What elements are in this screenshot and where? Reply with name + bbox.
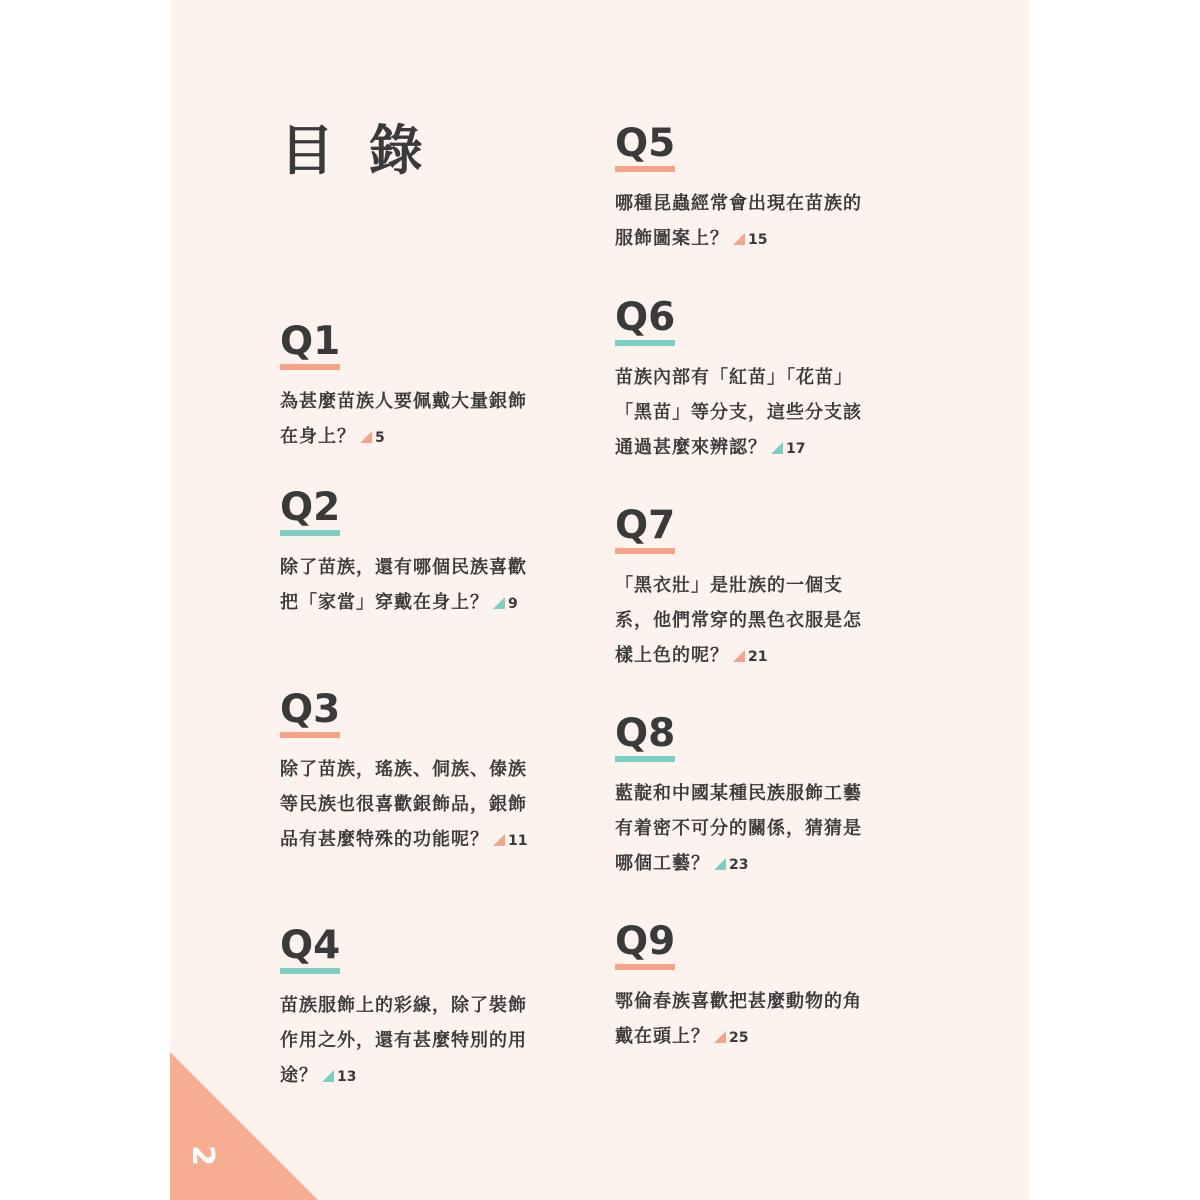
question-text: 藍靛和中國某種民族服飾工藝有着密不可分的關係，猜猜是哪個工藝？ [615, 783, 862, 874]
page-ref: 23 [729, 857, 749, 873]
page-marker-icon [733, 650, 745, 662]
question-number: Q2 [280, 485, 341, 530]
question-text: 為甚麼苗族人要佩戴大量銀飾在身上？ [280, 391, 527, 447]
page-marker-icon [493, 597, 505, 609]
question-number: Q1 [280, 319, 341, 364]
question-number: Q7 [615, 503, 676, 548]
underline-bar [280, 732, 340, 738]
page-ref: 11 [508, 833, 528, 849]
page-marker-icon [733, 233, 745, 245]
toc-entry-q1[interactable] [280, 319, 540, 456]
underline-bar [615, 340, 675, 346]
toc-entry-q7[interactable] [615, 503, 875, 675]
toc-entry-q4[interactable] [280, 923, 540, 1095]
question-text: 「黑衣壯」是壯族的一個支系，他們常穿的黑色衣服是怎樣上色的呢？ [615, 575, 862, 666]
page-title: 目 錄 [280, 119, 431, 182]
question-text: 苗族內部有「紅苗」「花苗」「黑苗」等分支，這些分支該通過甚麼來辨認？ [615, 367, 862, 458]
page-ref: 21 [748, 649, 768, 665]
corner-decoration [170, 1052, 318, 1200]
page-marker-icon [771, 442, 783, 454]
toc-entry-q3[interactable] [280, 687, 540, 859]
page-ref: 25 [729, 1030, 749, 1046]
underline-bar [615, 548, 675, 554]
toc-page [170, 0, 1030, 1200]
underline-bar [615, 166, 675, 172]
question-number: Q6 [615, 295, 676, 340]
page-number: 2 [184, 1145, 220, 1166]
page-ref: 17 [786, 441, 806, 457]
toc-entry-q5[interactable] [615, 121, 875, 258]
underline-bar [280, 968, 340, 974]
page-ref: 13 [337, 1069, 357, 1085]
page-marker-icon [714, 858, 726, 870]
underline-bar [615, 964, 675, 970]
question-text: 哪種昆蟲經常會出現在苗族的服飾圖案上？ [615, 193, 862, 249]
question-text: 鄂倫春族喜歡把甚麼動物的角戴在頭上？ [615, 991, 862, 1047]
question-number: Q5 [615, 121, 676, 166]
underline-bar [615, 756, 675, 762]
page-marker-icon [360, 431, 372, 443]
question-number: Q4 [280, 923, 341, 968]
question-number: Q8 [615, 711, 676, 756]
toc-entry-q6[interactable] [615, 295, 875, 467]
page-ref: 9 [508, 596, 518, 612]
page-ref: 5 [375, 430, 385, 446]
page-ref: 15 [748, 232, 768, 248]
question-text: 除了苗族，瑤族、侗族、傣族等民族也很喜歡銀飾品，銀飾品有甚麼特殊的功能呢？ [280, 759, 527, 850]
question-number: Q3 [280, 687, 341, 732]
toc-entry-q8[interactable] [615, 711, 875, 883]
question-text: 除了苗族，還有哪個民族喜歡把「家當」穿戴在身上？ [280, 557, 527, 613]
page-marker-icon [493, 834, 505, 846]
toc-entry-q9[interactable] [615, 919, 875, 1056]
underline-bar [280, 530, 340, 536]
underline-bar [280, 364, 340, 370]
question-text: 苗族服飾上的彩線，除了裝飾作用之外，還有甚麼特別的用途？ [280, 995, 527, 1086]
page-marker-icon [714, 1031, 726, 1043]
page-marker-icon [322, 1070, 334, 1082]
question-number: Q9 [615, 919, 676, 964]
toc-entry-q2[interactable] [280, 485, 540, 622]
